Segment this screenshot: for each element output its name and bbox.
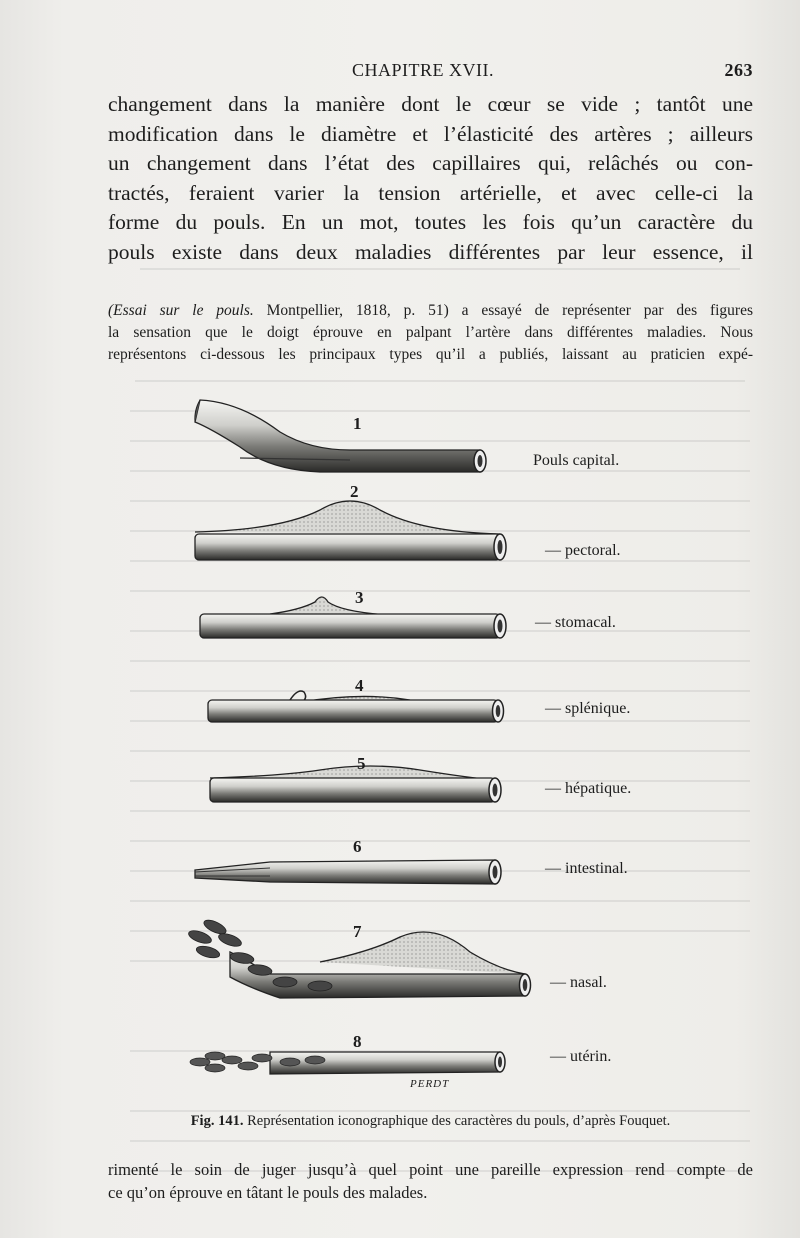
chapter-title: CHAPITRE XVII. xyxy=(352,60,494,80)
body-line: changement dans la manière dont le cœur se vide ; tantôt une xyxy=(108,92,753,116)
pulse-illustration xyxy=(170,392,690,1102)
body-line: forme du pouls. En un mot, toutes les fois qu’un caractère du xyxy=(108,210,753,234)
figure-number: 5 xyxy=(357,754,366,773)
pulse-figure-8 xyxy=(190,1052,505,1074)
note-line: représentons ci-dessous les principaux types qu’il a publiés, laissant au praticien expé- xyxy=(108,346,753,363)
figure-label: Pouls capital. xyxy=(533,452,620,469)
body-line: un changement dans l’état des capillaires qui, relâchés ou con- xyxy=(108,151,753,175)
figure-label: — splénique. xyxy=(545,700,631,717)
pulse-figure-5 xyxy=(210,766,501,802)
running-header xyxy=(108,60,753,86)
figure-number: 7 xyxy=(353,922,362,941)
tail-line: rimenté le soin de juger jusqu’à quel point une pareille expression rend compte de xyxy=(108,1160,753,1179)
note-reference: (Essai sur le pouls. xyxy=(108,302,254,319)
figure-label: — nasal. xyxy=(550,974,607,991)
figure-caption xyxy=(108,1113,753,1130)
figure-label: — hépatique. xyxy=(545,780,632,797)
tail-line: ce qu’on éprouve en tâtant le pouls des malades. xyxy=(108,1183,428,1202)
pulse-figure-2 xyxy=(195,501,506,560)
pulse-figure-1 xyxy=(195,400,486,472)
figure-141 xyxy=(170,392,690,1102)
figure-number: 2 xyxy=(350,482,359,501)
figure-number: 1 xyxy=(353,414,362,433)
figure-number: 3 xyxy=(355,588,364,607)
note-line xyxy=(108,300,753,322)
figure-label: — pectoral. xyxy=(545,542,621,559)
continuation-paragraph xyxy=(108,1158,753,1204)
figure-label: — utérin. xyxy=(550,1048,612,1065)
note-line: la sensation que le doigt éprouve en palpant l’artère dans différentes maladies. Nous xyxy=(108,324,753,341)
caption-figure-number: Fig. 141. xyxy=(190,1113,244,1129)
body-line: pouls existe dans deux maladies différentes par leur essence, il xyxy=(108,239,753,264)
figure-label: — stomacal. xyxy=(535,614,616,631)
body-paragraph xyxy=(108,90,753,267)
pulse-figure-6 xyxy=(195,860,501,884)
footnote-paragraph xyxy=(108,300,753,366)
figure-label: — intestinal. xyxy=(545,860,628,877)
note-line-rest: Montpellier, 1818, p. 51) a essayé de représenter par des figures xyxy=(253,302,753,319)
figure-number: 8 xyxy=(353,1032,362,1051)
figure-number: 4 xyxy=(355,676,364,695)
figure-number: 6 xyxy=(353,837,362,856)
pulse-figure-3 xyxy=(200,597,506,638)
body-line: tractés, feraient varier la tension artérielle, et avec celle-ci la xyxy=(108,180,753,205)
caption-text: Représentation iconographique des caractères du pouls, d’après Fouquet. xyxy=(243,1113,671,1129)
engraver-signature: PERDT xyxy=(410,1078,450,1090)
body-line: modification dans le diamètre et l’élasticité des artères ; ailleurs xyxy=(108,121,753,146)
page-number: 263 xyxy=(724,60,753,80)
